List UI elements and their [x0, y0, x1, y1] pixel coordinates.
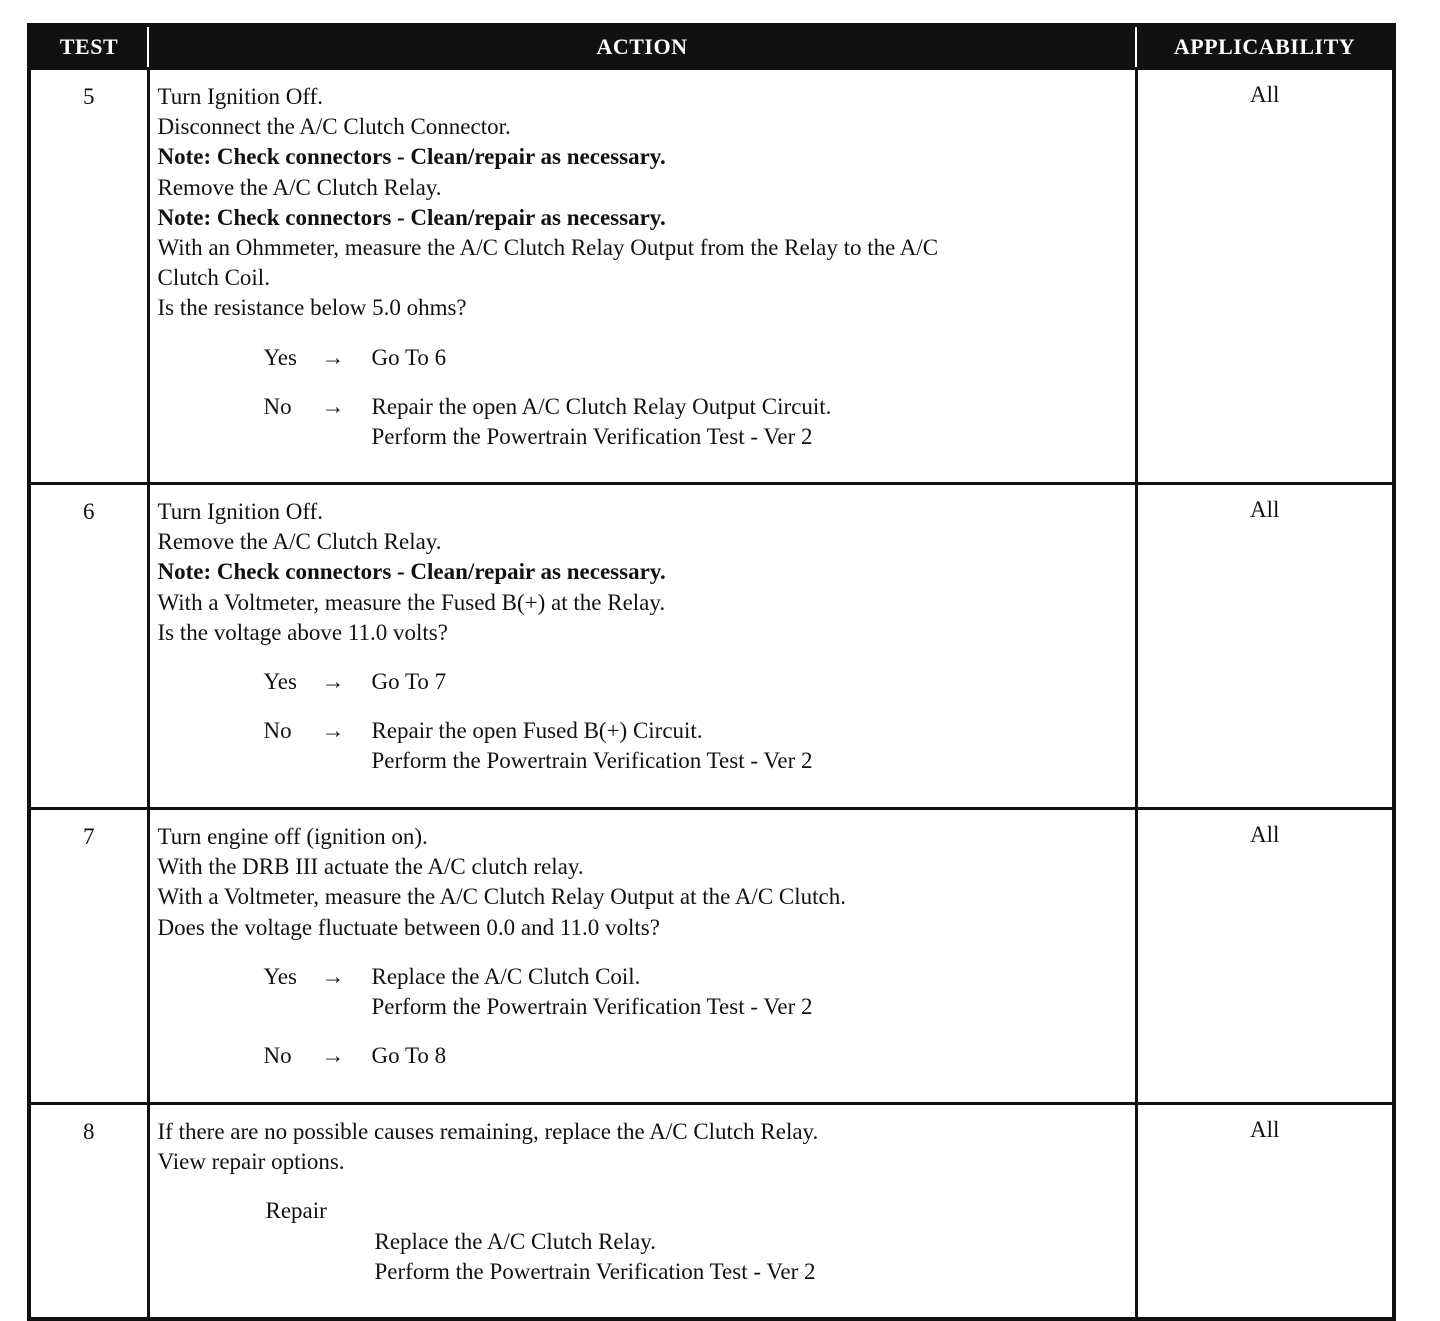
action-cell — [148, 1104, 1136, 1320]
test-row — [29, 69, 1394, 484]
test-row — [29, 1104, 1394, 1320]
repair-label: Repair — [265, 1198, 327, 1224]
repair-step: Perform the Powertrain Verification Test - Ver 2 — [374, 1258, 816, 1284]
instruction-line: Does the voltage fluctuate between 0.0 and 11.0 volts? — [157, 914, 660, 940]
instruction-line: Turn Ignition Off. — [157, 499, 323, 524]
branch-text-line: Go To 6 — [371, 344, 447, 370]
branch-text-line: Replace the A/C Clutch Coil. — [371, 963, 641, 989]
repair-step: Replace the A/C Clutch Relay. — [374, 1228, 656, 1254]
branch-no — [264, 392, 1127, 452]
branch-text-line: Go To 7 — [371, 669, 447, 695]
note-line: Note: Check connectors - Clean/repair as necessary. — [157, 144, 666, 170]
header-applicability: APPLICABILITY — [1136, 25, 1394, 69]
note-line: Note: Check connectors - Clean/repair as necessary. — [157, 204, 666, 230]
applicability-value: All — [1136, 1104, 1394, 1320]
branch-label: No — [263, 1043, 292, 1069]
repair-options — [266, 1196, 1127, 1287]
instruction-line: Is the voltage above 11.0 volts? — [157, 619, 448, 645]
applicability-value: All — [1136, 484, 1394, 809]
branch-label: No — [263, 718, 292, 744]
branch-yes — [264, 962, 1127, 1022]
branch-label: Yes — [263, 963, 297, 989]
test-number: 8 — [29, 1104, 148, 1320]
instruction-line: If there are no possible causes remaining, replace the A/C Clutch Relay. — [157, 1119, 819, 1144]
branch-no — [264, 1041, 1127, 1071]
branch-text — [372, 667, 447, 697]
branch-yes — [264, 343, 1127, 373]
note-line: Note: Check connectors - Clean/repair as necessary. — [157, 559, 666, 585]
header-row — [29, 25, 1394, 69]
branch-label: Yes — [263, 344, 297, 370]
instruction-line: With a Voltmeter, measure the Fused B(+) at the Relay. — [157, 589, 666, 615]
branch-yes — [264, 667, 1127, 697]
instruction-line: With a Voltmeter, measure the A/C Clutch Relay Output at the A/C Clutch. — [157, 884, 846, 910]
diagnostic-test-sheet — [27, 23, 1392, 1321]
test-number: 6 — [29, 484, 148, 809]
result-branches — [158, 667, 1127, 777]
applicability-value: All — [1136, 69, 1394, 484]
arrow-icon: → — [321, 669, 345, 695]
header-test: TEST — [29, 25, 148, 69]
branch-text-line: Repair the open Fused B(+) Circuit. — [371, 718, 703, 744]
instruction-line: Disconnect the A/C Clutch Connector. — [157, 114, 511, 140]
branch-text — [372, 716, 813, 776]
branch-text — [372, 343, 447, 373]
branch-label: No — [263, 393, 292, 419]
arrow-icon: → — [321, 344, 345, 370]
instruction-line: With the DRB III actuate the A/C clutch relay. — [157, 854, 584, 880]
header-action: ACTION — [148, 25, 1136, 69]
action-cell — [148, 809, 1136, 1104]
instruction-line: Is the resistance below 5.0 ohms? — [157, 295, 467, 321]
branch-text — [372, 392, 832, 452]
branch-text — [372, 962, 813, 1022]
arrow-icon: → — [321, 393, 345, 419]
test-number: 7 — [29, 809, 148, 1104]
instruction-line: Remove the A/C Clutch Relay. — [157, 529, 442, 555]
result-branches — [158, 962, 1127, 1072]
instruction-line: Clutch Coil. — [157, 265, 270, 291]
instruction-line: View repair options. — [157, 1149, 345, 1175]
arrow-icon: → — [321, 1043, 345, 1069]
test-number: 5 — [29, 69, 148, 484]
repair-steps — [375, 1227, 1127, 1287]
branch-text-line: Repair the open A/C Clutch Relay Output Circuit. — [371, 393, 832, 419]
test-row — [29, 809, 1394, 1104]
branch-text-line: Perform the Powertrain Verification Test - Ver 2 — [371, 748, 813, 774]
instruction-line: With an Ohmmeter, measure the A/C Clutch Relay Output from the Relay to the A/C — [157, 235, 939, 261]
branch-no — [264, 716, 1127, 776]
branch-label: Yes — [263, 669, 297, 695]
action-cell — [148, 69, 1136, 484]
instruction-line: Turn engine off (ignition on). — [157, 824, 428, 849]
arrow-icon: → — [321, 718, 345, 744]
instruction-line: Remove the A/C Clutch Relay. — [157, 174, 442, 200]
diagnostic-table — [27, 23, 1396, 1321]
branch-text-line: Perform the Powertrain Verification Test - Ver 2 — [371, 424, 813, 450]
arrow-icon: → — [321, 963, 345, 989]
applicability-value: All — [1136, 809, 1394, 1104]
branch-text-line: Go To 8 — [371, 1043, 447, 1069]
test-row — [29, 484, 1394, 809]
branch-text — [372, 1041, 447, 1071]
branch-text-line: Perform the Powertrain Verification Test - Ver 2 — [371, 994, 813, 1020]
action-cell — [148, 484, 1136, 809]
instruction-line: Turn Ignition Off. — [157, 84, 323, 109]
result-branches — [158, 343, 1127, 453]
